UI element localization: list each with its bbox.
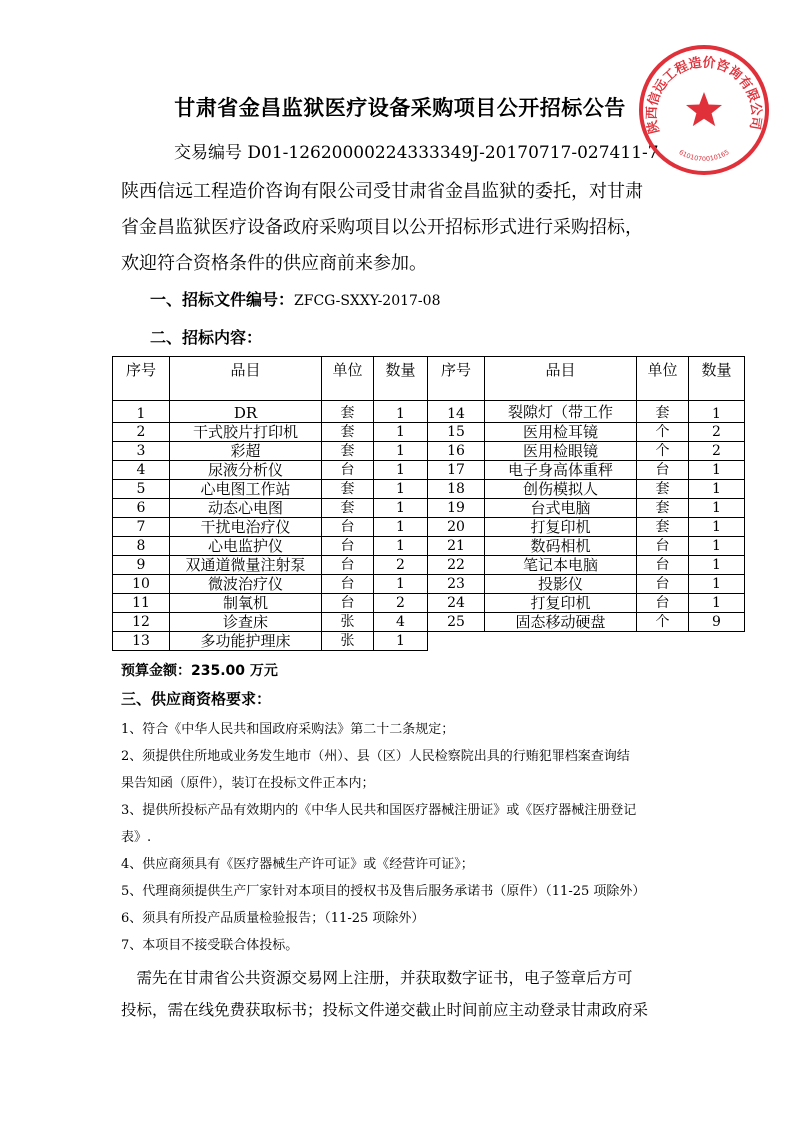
table-cell: 电子身高体重秤	[485, 461, 637, 480]
table-cell: DR	[170, 401, 322, 423]
table-cell: 投影仪	[485, 575, 637, 594]
table-cell: 18	[428, 480, 485, 499]
table-cell: 1	[113, 401, 170, 423]
table-cell: 台	[322, 575, 374, 594]
table-cell: 12	[113, 613, 170, 632]
table-cell: 1	[374, 518, 428, 537]
table-cell: 1	[374, 401, 428, 423]
table-cell: 16	[428, 442, 485, 461]
table-cell: 个	[637, 613, 689, 632]
table-cell: 1	[374, 480, 428, 499]
table-row	[113, 575, 745, 594]
table-cell: 打复印机	[485, 594, 637, 613]
page-title: 甘肃省金昌监狱医疗设备采购项目公开招标公告	[174, 96, 626, 120]
table-row	[113, 480, 745, 499]
table-cell: 24	[428, 594, 485, 613]
table-cell: 套	[322, 480, 374, 499]
table-cell: 医用检耳镜	[485, 423, 637, 442]
table-row	[113, 518, 745, 537]
table-row	[113, 499, 745, 518]
table-cell: 多功能护理床	[170, 632, 322, 651]
table-cell: 2	[374, 594, 428, 613]
table-cell: 裂隙灯（带工作	[485, 401, 637, 423]
section1-heading	[150, 287, 440, 310]
table-cell: 套	[322, 499, 374, 518]
table-header-cell: 序号	[113, 357, 170, 401]
table-cell: 1	[374, 575, 428, 594]
table-cell: 套	[637, 518, 689, 537]
requirement-line: 4、供应商须具有《医疗器械生产许可证》或《经营许可证》；	[121, 857, 474, 872]
table-cell: 17	[428, 461, 485, 480]
table-row	[113, 537, 745, 556]
table-cell: 张	[322, 613, 374, 632]
table-cell: 1	[689, 401, 745, 423]
table-cell: 21	[428, 537, 485, 556]
table-header-cell: 数量	[689, 357, 745, 401]
table-cell: 23	[428, 575, 485, 594]
table-header-cell: 单位	[637, 357, 689, 401]
table-cell: 干扰电治疗仪	[170, 518, 322, 537]
table-cell: 1	[689, 518, 745, 537]
table-header-cell: 单位	[322, 357, 374, 401]
table-header-cell: 品目	[170, 357, 322, 401]
table-cell: 20	[428, 518, 485, 537]
section2-heading: 二、招标内容：	[150, 328, 263, 347]
table-cell: 微波治疗仪	[170, 575, 322, 594]
table-cell: 1	[689, 575, 745, 594]
intro-line: 欢迎符合资格条件的供应商前来参加。	[121, 253, 427, 274]
table-cell: 1	[689, 537, 745, 556]
table-cell: 笔记本电脑	[485, 556, 637, 575]
table-cell: 4	[374, 613, 428, 632]
table-cell: 台	[637, 575, 689, 594]
table-cell: 9	[689, 613, 745, 632]
table-cell: 2	[689, 423, 745, 442]
table-cell: 11	[113, 594, 170, 613]
table-cell: 台	[322, 518, 374, 537]
table-row	[113, 423, 745, 442]
requirement-line: 表》.	[121, 830, 152, 845]
requirement-line: 1、符合《中华人民共和国政府采购法》第二十二条规定；	[121, 722, 455, 737]
table-cell: 2	[689, 442, 745, 461]
section3-heading: 三、供应商资格要求：	[121, 690, 272, 708]
items-table	[112, 356, 745, 651]
table-cell: 张	[322, 632, 374, 651]
table-row	[113, 613, 745, 632]
table-cell: 打复印机	[485, 518, 637, 537]
table-cell: 台	[637, 461, 689, 480]
seal-star-icon	[686, 92, 722, 126]
trade-number: 交易编号 D01-12620000224333349J-20170717-027411-7	[174, 143, 659, 163]
table-cell: 3	[113, 442, 170, 461]
table-cell	[485, 632, 637, 651]
table-cell: 4	[113, 461, 170, 480]
requirement-line: 果告知函（原件），装订在投标文件正本内；	[121, 776, 375, 791]
closing-line: 投标，需在线免费获取标书；投标文件递交截止时间前应主动登录甘肃政府采	[121, 1001, 649, 1019]
table-cell: 25	[428, 613, 485, 632]
table-cell: 2	[113, 423, 170, 442]
table-cell: 个	[637, 423, 689, 442]
table-cell: 台	[322, 537, 374, 556]
table-cell: 1	[374, 442, 428, 461]
table-cell: 台	[637, 594, 689, 613]
table-cell: 1	[374, 499, 428, 518]
table-cell: 6	[113, 499, 170, 518]
table-cell: 诊查床	[170, 613, 322, 632]
intro-line: 省金昌监狱医疗设备政府采购项目以公开招标形式进行采购招标，	[121, 217, 643, 238]
intro-paragraph	[121, 174, 681, 282]
table-cell: 1	[689, 499, 745, 518]
requirements-list	[121, 716, 686, 959]
seal-code: 6101070010165	[677, 148, 731, 163]
table-row	[113, 594, 745, 613]
requirement-line: 3、提供所投标产品有效期内的《中华人民共和国医疗器械注册证》或《医疗器械注册登记	[121, 803, 637, 818]
table-cell: 套	[637, 401, 689, 423]
table-cell: 1	[374, 423, 428, 442]
table-row	[113, 556, 745, 575]
table-cell: 1	[689, 556, 745, 575]
table-header-row	[113, 357, 745, 401]
table-cell: 14	[428, 401, 485, 423]
table-cell: 台	[637, 537, 689, 556]
company-seal	[636, 42, 772, 178]
table-cell	[689, 632, 745, 651]
closing-line: 需先在甘肃省公共资源交易网上注册，并获取数字证书，电子签章后方可	[121, 969, 633, 987]
table-cell	[637, 632, 689, 651]
table-header-cell: 序号	[428, 357, 485, 401]
table-cell: 套	[322, 442, 374, 461]
table-cell: 套	[322, 423, 374, 442]
table-cell: 制氧机	[170, 594, 322, 613]
table-cell: 台式电脑	[485, 499, 637, 518]
table-cell: 套	[637, 499, 689, 518]
requirement-line: 5、代理商须提供生产厂家针对本项目的授权书及售后服务承诺书（原件）（11-25 项除外）	[121, 884, 646, 899]
table-cell: 7	[113, 518, 170, 537]
table-cell: 个	[637, 442, 689, 461]
table-cell: 台	[322, 594, 374, 613]
table-cell: 数码相机	[485, 537, 637, 556]
table-header-cell: 品目	[485, 357, 637, 401]
tender-file-number: ZFCG-SXXY-2017-08	[294, 293, 441, 309]
table-cell: 干式胶片打印机	[170, 423, 322, 442]
table-cell: 台	[322, 461, 374, 480]
table-cell: 5	[113, 480, 170, 499]
intro-line: 陕西信远工程造价咨询有限公司受甘肃省金昌监狱的委托，对甘肃	[121, 181, 643, 202]
closing-paragraph	[121, 962, 686, 1026]
table-cell: 2	[374, 556, 428, 575]
table-cell: 8	[113, 537, 170, 556]
table-row	[113, 442, 745, 461]
budget-amount: 预算金额：235.00 万元	[121, 663, 278, 679]
seal-text: 陕西信远工程造价咨询有限公司	[644, 55, 764, 135]
table-cell: 15	[428, 423, 485, 442]
table-row	[113, 401, 745, 423]
table-cell: 1	[689, 461, 745, 480]
table-cell: 医用检眼镜	[485, 442, 637, 461]
table-cell: 套	[637, 480, 689, 499]
table-cell: 心电图工作站	[170, 480, 322, 499]
table-row	[113, 461, 745, 480]
requirement-line: 2、须提供住所地或业务发生地市（州）、县（区）人民检察院出具的行贿犯罪档案查询结	[121, 749, 630, 764]
table-cell: 1	[374, 632, 428, 651]
requirement-line: 7、本项目不接受联合体投标。	[121, 938, 299, 953]
table-cell: 1	[689, 480, 745, 499]
table-cell: 固态移动硬盘	[485, 613, 637, 632]
table-cell: 套	[322, 401, 374, 423]
table-header-cell: 数量	[374, 357, 428, 401]
table-row	[113, 632, 745, 651]
table-cell: 13	[113, 632, 170, 651]
table-cell: 1	[374, 537, 428, 556]
table-cell: 22	[428, 556, 485, 575]
table-cell: 9	[113, 556, 170, 575]
table-cell: 1	[689, 594, 745, 613]
requirement-line: 6、须具有所投产品质量检验报告；（11-25 项除外）	[121, 911, 425, 926]
table-cell: 创伤模拟人	[485, 480, 637, 499]
table-cell: 动态心电图	[170, 499, 322, 518]
table-cell: 19	[428, 499, 485, 518]
table-cell: 双通道微量注射泵	[170, 556, 322, 575]
table-cell: 心电监护仪	[170, 537, 322, 556]
table-cell: 台	[637, 556, 689, 575]
table-cell: 彩超	[170, 442, 322, 461]
table-cell: 尿液分析仪	[170, 461, 322, 480]
table-cell: 台	[322, 556, 374, 575]
section1-label: 一、招标文件编号：	[150, 290, 295, 309]
table-cell: 1	[374, 461, 428, 480]
table-cell	[428, 632, 485, 651]
table-cell: 10	[113, 575, 170, 594]
